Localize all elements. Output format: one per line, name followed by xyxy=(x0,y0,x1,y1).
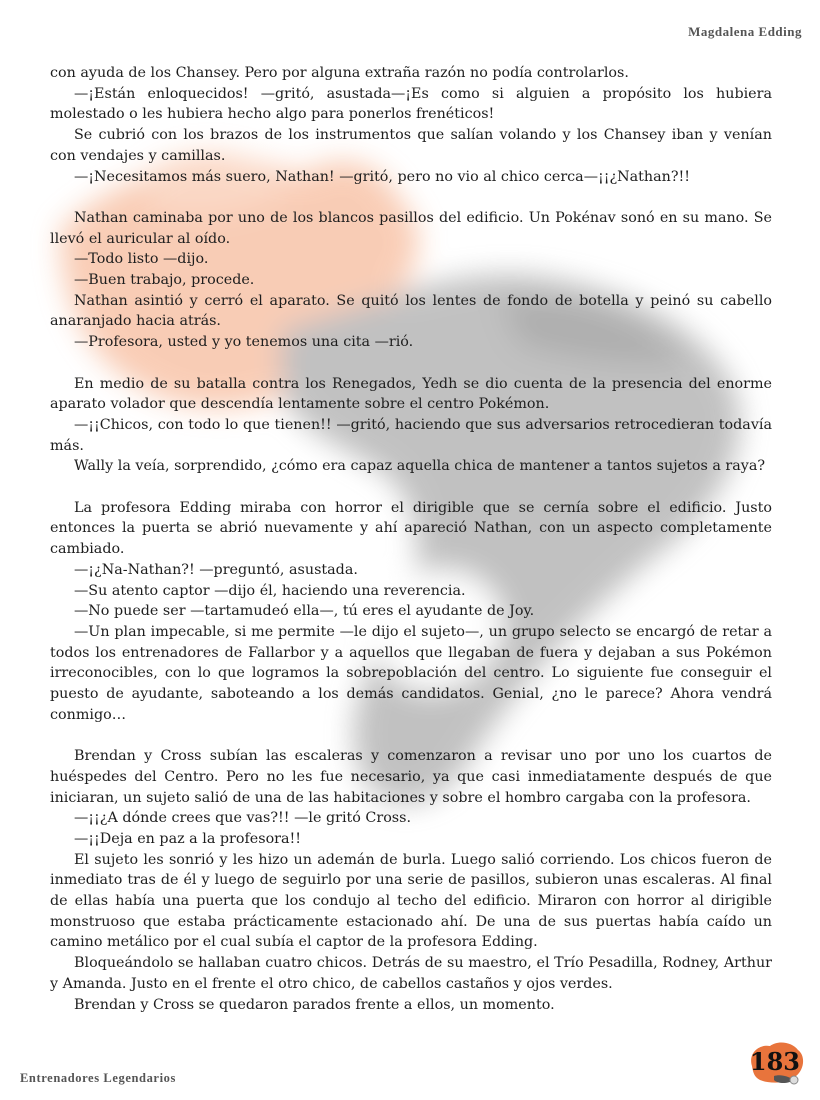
paragraph: Bloqueándolo se hallaban cuatro chicos. Detrás de su maestro, el Trío Pesadilla, Rodney, Arthur y Amanda. Justo en el frente el otro chico, de cabellos castaños y ojos verdes. xyxy=(50,955,772,992)
paragraph: —¡Están enloquecidos! —gritó, asustada—¡Es como si alguien a propósito los hubiera molestado o les hubiera hecho algo para ponerlos frenéticos! xyxy=(50,85,772,123)
paragraph: Wally la veía, sorprendido, ¿cómo era capaz aquella chica de mantener a tantos sujetos a raya? xyxy=(74,458,766,475)
running-header-author: Magdalena Edding xyxy=(688,24,802,39)
paragraph: Nathan asintió y cerró el aparato. Se quitó los lentes de fondo de botella y peinó su cabello anaranjado hacia atrás. xyxy=(50,292,772,330)
paragraph: Brendan y Cross se quedaron parados frente a ellos, un momento. xyxy=(74,996,555,1013)
paragraph: Nathan caminaba por uno de los blancos pasillos del edificio. Un Pokénav sonó en su mano. Se llevó el auricular al oído. xyxy=(50,209,772,247)
paragraph: —Buen trabajo, procede. xyxy=(74,272,255,289)
paragraph: con ayuda de los Chansey. Pero por alguna extraña razón no podía controlarlos. xyxy=(50,65,629,81)
paragraph: —Profesora, usted y yo tenemos una cita —rió. xyxy=(74,334,414,351)
paragraph: —Un plan impecable, si me permite —le dijo el sujeto—, un grupo selecto se encargó de retar a todos los entrenadores de Fallarbor y a aquellos que llegaban de fuera y dejaban a sus Pokémon irreconocibles, con lo que logramos la sobrepoblación del centro. Lo siguiente fue conseguir el puesto de ayudante, saboteando a los demás candidatos. Genial, ¿no le parece? Ahora vendrá conmigo… xyxy=(50,623,772,723)
running-footer-book-title: Entrenadores Legendarios xyxy=(20,1071,176,1085)
paragraph: —¡¡Deja en paz a la profesora!! xyxy=(74,830,302,847)
paragraph: —No puede ser —tartamudeó ella—, tú eres el ayudante de Joy. xyxy=(74,603,535,620)
paragraph: —¡¿Na-Nathan?! —preguntó, asustada. xyxy=(74,561,358,578)
paragraph: En medio de su batalla contra los Renegados, Yedh se dio cuenta de la presencia del enorme aparato volador que descendía lentamente sobre el centro Pokémon. xyxy=(50,375,772,413)
chapter-body-text xyxy=(50,63,772,1015)
paragraph: Brendan y Cross subían las escaleras y comenzaron a revisar uno por uno los cuartos de huéspedes del Centro. Pero no les fue necesario, ya que casi inmediatamente después de que iniciaran, un sujeto salió de una de las habitaciones y sobre el hombro cargaba con la profesora. xyxy=(50,748,772,806)
paragraph: —Todo listo —dijo. xyxy=(74,251,209,268)
paragraph: La profesora Edding miraba con horror el dirigible que se cernía sobre el edificio. Justo entonces la puerta se abrió nuevamente y ahí apareció Nathan, con un aspecto completamente cambiado. xyxy=(50,499,772,558)
paragraph: —¡Necesitamos más suero, Nathan! —gritó, pero no vio al chico cerca—¡¡¿Nathan?!! xyxy=(74,168,691,185)
paragraph: —¡¡Chicos, con todo lo que tienen!! —gritó, haciendo que sus adversarios retrocedieran todavía más. xyxy=(50,416,772,454)
paragraph: El sujeto les sonrió y les hizo un ademán de burla. Luego salió corriendo. Los chicos fueron de inmediato tras de él y luego de seguirlo por una serie de pasillos, subieron unas escaleras. Al final de ellas había una puerta que los condujo al techo del edificio. Miraron con horror al dirigible monstruoso que estaba prácticamente estacionado ahí. De una de sus puertas había caído un camino metálico por el cual subía el captor de la profesora Edding. xyxy=(50,851,772,951)
page-number-badge xyxy=(744,1036,808,1088)
page-number: 183 xyxy=(749,1047,800,1076)
paragraph: Se cubrió con los brazos de los instrumentos que salían volando y los Chansey iban y venían con vendajes y camillas. xyxy=(50,127,772,164)
paragraph: —Su atento captor —dijo él, haciendo una reverencia. xyxy=(74,582,466,599)
paragraph: —¡¡¿A dónde crees que vas?!! —le gritó Cross. xyxy=(74,810,412,827)
